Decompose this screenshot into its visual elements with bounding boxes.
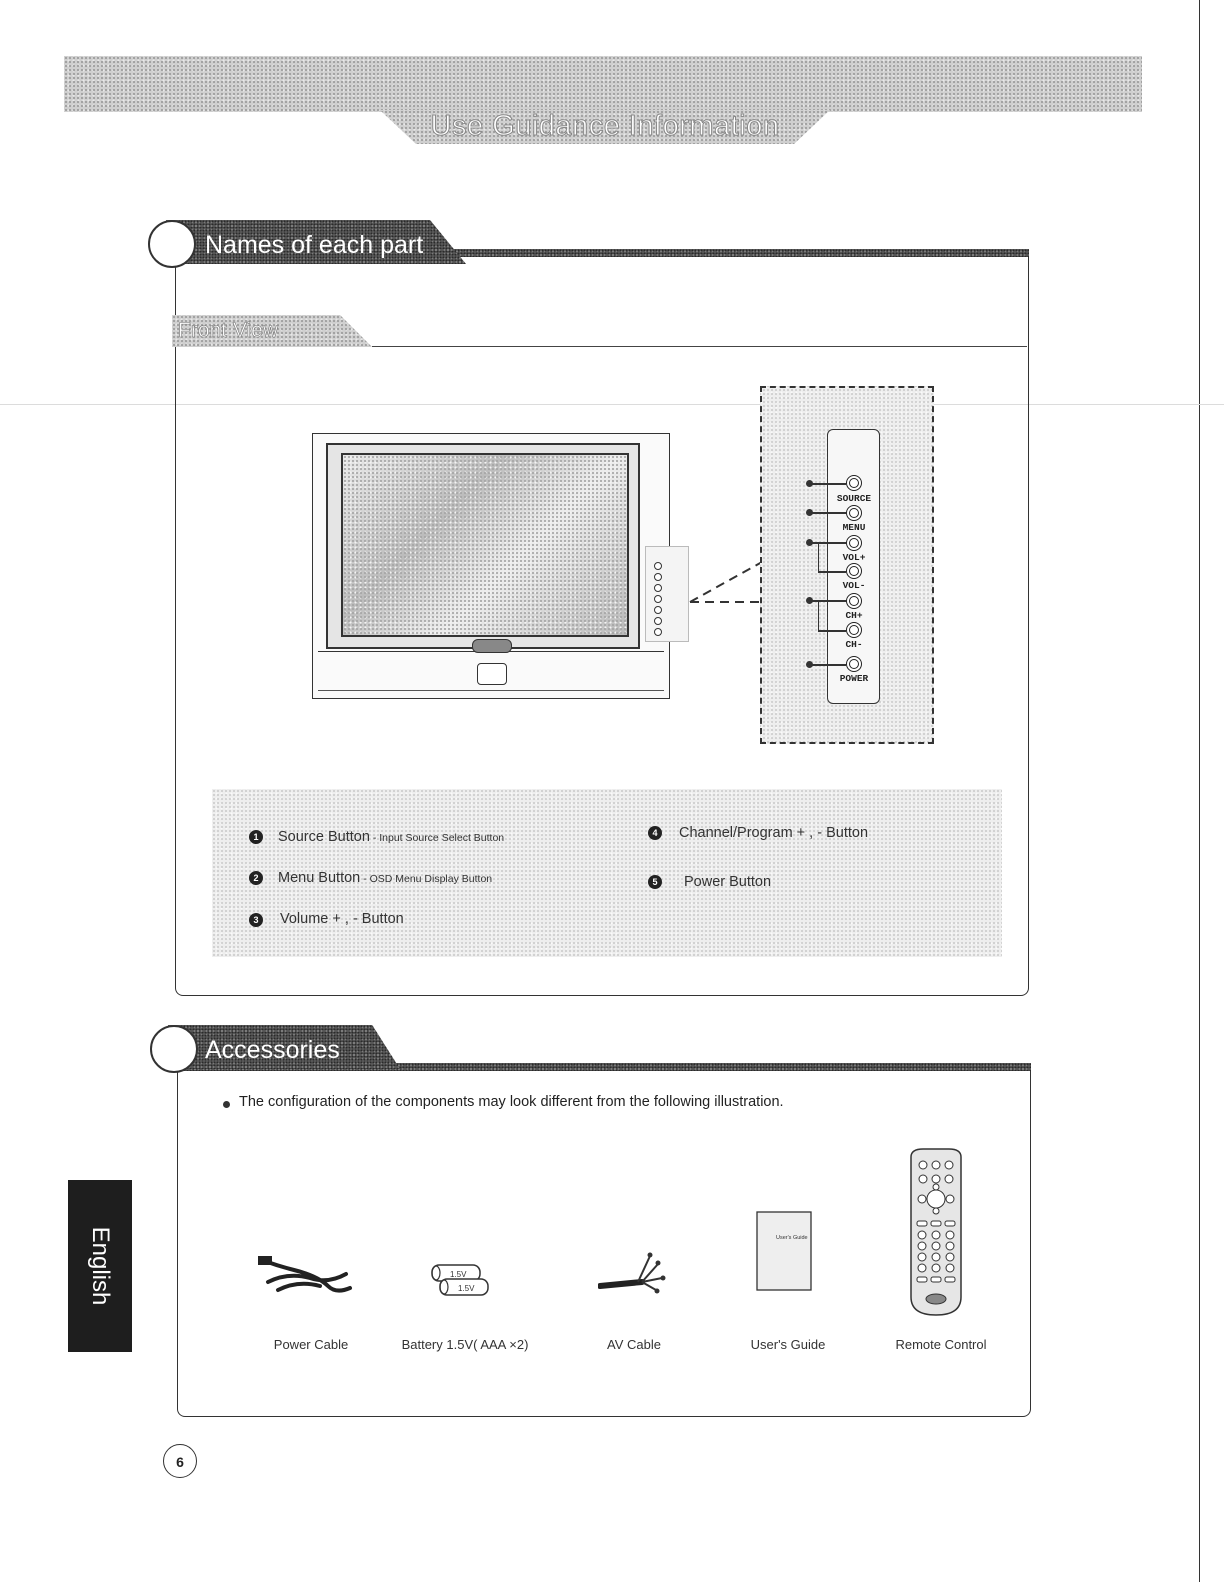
callout-bracket (818, 542, 827, 573)
accessory-label-av-cable: AV Cable (607, 1337, 661, 1352)
callout-leader (812, 483, 846, 485)
legend-bullet: 1 (249, 830, 263, 844)
vol-up-button-icon (846, 535, 862, 551)
tv-side-button-icon (654, 562, 662, 570)
tv-base-line (318, 690, 664, 691)
callout-leader (812, 512, 846, 514)
section-circle-icon (150, 1025, 198, 1073)
zoom-connector-lines (686, 550, 766, 610)
note-bullet-icon (223, 1101, 230, 1108)
page-title: Use Guidance Information (430, 110, 780, 142)
legend-bullet: 5 (648, 875, 662, 889)
legend-bullet: 2 (249, 871, 263, 885)
page-number: 6 (163, 1444, 197, 1478)
callout-leader (819, 571, 846, 573)
remote-control-icon (905, 1147, 967, 1319)
vol-up-label: VOL+ (842, 552, 866, 563)
tv-power-indicator-icon (477, 663, 507, 685)
legend-item-main: Source Button (278, 829, 370, 845)
tv-side-button-icon (654, 584, 662, 592)
page-edge-line (1199, 0, 1200, 1582)
legend-item-main: Menu Button (278, 870, 361, 886)
legend-item-menu (278, 870, 492, 886)
language-tab-label: English (87, 1226, 114, 1306)
accessory-label-power-cable: Power Cable (273, 1337, 349, 1352)
legend-item-sub: - OSD Menu Display Button (360, 873, 493, 885)
menu-label: MENU (842, 522, 866, 533)
av-cable-icon (598, 1246, 670, 1296)
front-view-rule (372, 346, 1027, 347)
battery-marking: 1.5V (458, 1284, 475, 1293)
ch-down-button-icon (846, 622, 862, 638)
power-label: POWER (839, 673, 869, 684)
legend-item-source (278, 829, 504, 845)
tv-side-button-icon (654, 606, 662, 614)
battery-icon (426, 1262, 496, 1304)
source-button-icon (846, 475, 862, 491)
vol-down-label: VOL- (842, 580, 866, 591)
legend-bullet: 4 (648, 826, 662, 840)
callout-leader (812, 664, 846, 666)
power-cable-icon (258, 1252, 358, 1302)
accessory-label-remote-control: Remote Control (895, 1337, 987, 1352)
header-banner (64, 56, 1142, 112)
ch-down-label: CH- (845, 639, 863, 650)
legend-item-sub: - Input Source Select Button (369, 832, 505, 844)
menu-button-icon (846, 505, 862, 521)
front-view-label: Front View (178, 319, 278, 342)
accessories-note: The configuration of the components may look different from the following illustration. (239, 1094, 784, 1110)
tv-side-panel (645, 546, 689, 642)
legend-item-channel: Channel/Program + , - Button (679, 825, 869, 841)
vol-down-button-icon (846, 563, 862, 579)
legend-bullet: 3 (249, 913, 263, 927)
tv-logo-icon (472, 639, 512, 653)
guide-cover-text: User's Guide (776, 1235, 808, 1241)
legend-item-volume: Volume + , - Button (280, 911, 404, 927)
battery-marking: 1.5V (450, 1270, 467, 1279)
tv-side-button-icon (654, 628, 662, 636)
accessory-label-users-guide: User's Guide (750, 1337, 826, 1352)
ch-up-button-icon (846, 593, 862, 609)
source-label: SOURCE (836, 493, 872, 504)
callout-bracket (818, 600, 827, 632)
tv-side-button-icon (654, 617, 662, 625)
tv-side-button-icon (654, 573, 662, 581)
callout-leader (819, 630, 846, 632)
tv-side-button-icon (654, 595, 662, 603)
tv-screen (341, 453, 629, 637)
legend-item-power: Power Button (684, 874, 772, 890)
ch-up-label: CH+ (845, 610, 863, 621)
section-circle-icon (148, 220, 196, 268)
accessories-section-title: Accessories (205, 1036, 340, 1064)
names-section-title: Names of each part (205, 231, 424, 259)
accessories-section-box (177, 1070, 1031, 1417)
accessory-label-battery: Battery 1.5V( AAA ×2) (401, 1337, 529, 1352)
users-guide-icon (756, 1211, 814, 1293)
power-button-icon (846, 656, 862, 672)
